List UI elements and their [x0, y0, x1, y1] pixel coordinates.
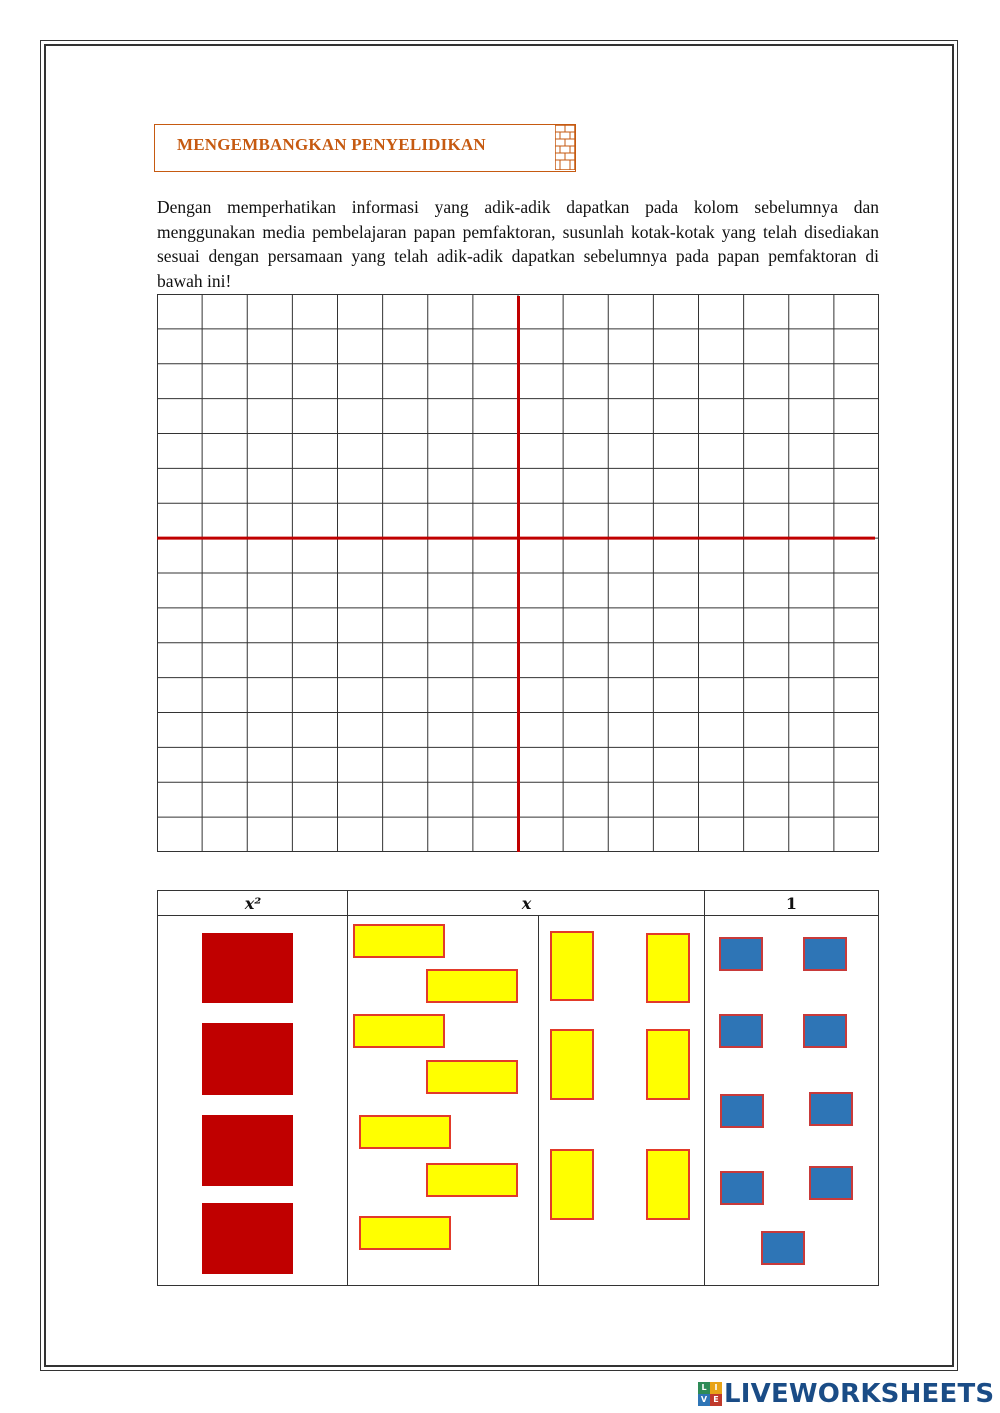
x-tile-horizontal[interactable]: [353, 924, 445, 958]
unit-tile[interactable]: [803, 937, 847, 971]
x-tile-vertical[interactable]: [646, 933, 690, 1003]
logo-letter: E: [710, 1394, 722, 1406]
logo-wordmark: LIVEWORKSHEETS: [724, 1379, 995, 1409]
x-squared-tile[interactable]: [202, 1023, 293, 1095]
factoring-board-grid: [157, 294, 879, 852]
logo-letter: I: [710, 1382, 722, 1394]
header-x-squared: x²: [158, 891, 348, 916]
unit-tile[interactable]: [803, 1014, 847, 1048]
unit-tile[interactable]: [719, 937, 763, 971]
column-divider: [347, 891, 348, 1285]
header-x: x: [348, 891, 705, 916]
x-tile-vertical[interactable]: [550, 1029, 594, 1100]
liveworksheets-logo-icon: [698, 1382, 722, 1406]
x-tile-horizontal[interactable]: [426, 1163, 518, 1197]
unit-tile[interactable]: [720, 1171, 764, 1205]
unit-tile[interactable]: [809, 1166, 853, 1200]
unit-tile[interactable]: [761, 1231, 805, 1265]
section-heading: MENGEMBANGKAN PENYELIDIKAN: [177, 135, 486, 154]
column-divider: [704, 891, 705, 1285]
column-divider: [538, 916, 539, 1285]
factoring-board[interactable]: [157, 294, 879, 852]
x-squared-tile[interactable]: [202, 933, 293, 1003]
brick-pattern-icon: [555, 125, 575, 170]
x-tile-vertical[interactable]: [646, 1029, 690, 1100]
instructions-paragraph: Dengan memperhatikan informasi yang adik-adik dapatkan pada kolom sebelumnya dan menggunakan media pembelajaran papan pemfaktoran, susunlah kotak-kotak yang telah disediakan sesuai dengan persamaan yang telah adik-adik dapatkan sebelumnya pada papan pemfaktoran di bawah ini!: [157, 197, 879, 291]
x-tile-horizontal[interactable]: [359, 1216, 451, 1250]
section-heading-box: [154, 124, 576, 172]
unit-tile[interactable]: [719, 1014, 763, 1048]
x-squared-tile[interactable]: [202, 1115, 293, 1186]
x-tile-vertical[interactable]: [646, 1149, 690, 1220]
algebra-tiles-table: [157, 890, 879, 1286]
x-tile-horizontal[interactable]: [426, 1060, 518, 1094]
x-tile-horizontal[interactable]: [353, 1014, 445, 1048]
header-one: 1: [705, 891, 878, 916]
x-tile-horizontal[interactable]: [359, 1115, 451, 1149]
liveworksheets-logo: [698, 1379, 994, 1409]
x-tile-vertical[interactable]: [550, 931, 594, 1001]
x-tile-vertical[interactable]: [550, 1149, 594, 1220]
logo-letter: L: [698, 1382, 710, 1394]
logo-letter: V: [698, 1394, 710, 1406]
unit-tile[interactable]: [809, 1092, 853, 1126]
x-tile-horizontal[interactable]: [426, 969, 518, 1003]
x-squared-tile[interactable]: [202, 1203, 293, 1274]
unit-tile[interactable]: [720, 1094, 764, 1128]
